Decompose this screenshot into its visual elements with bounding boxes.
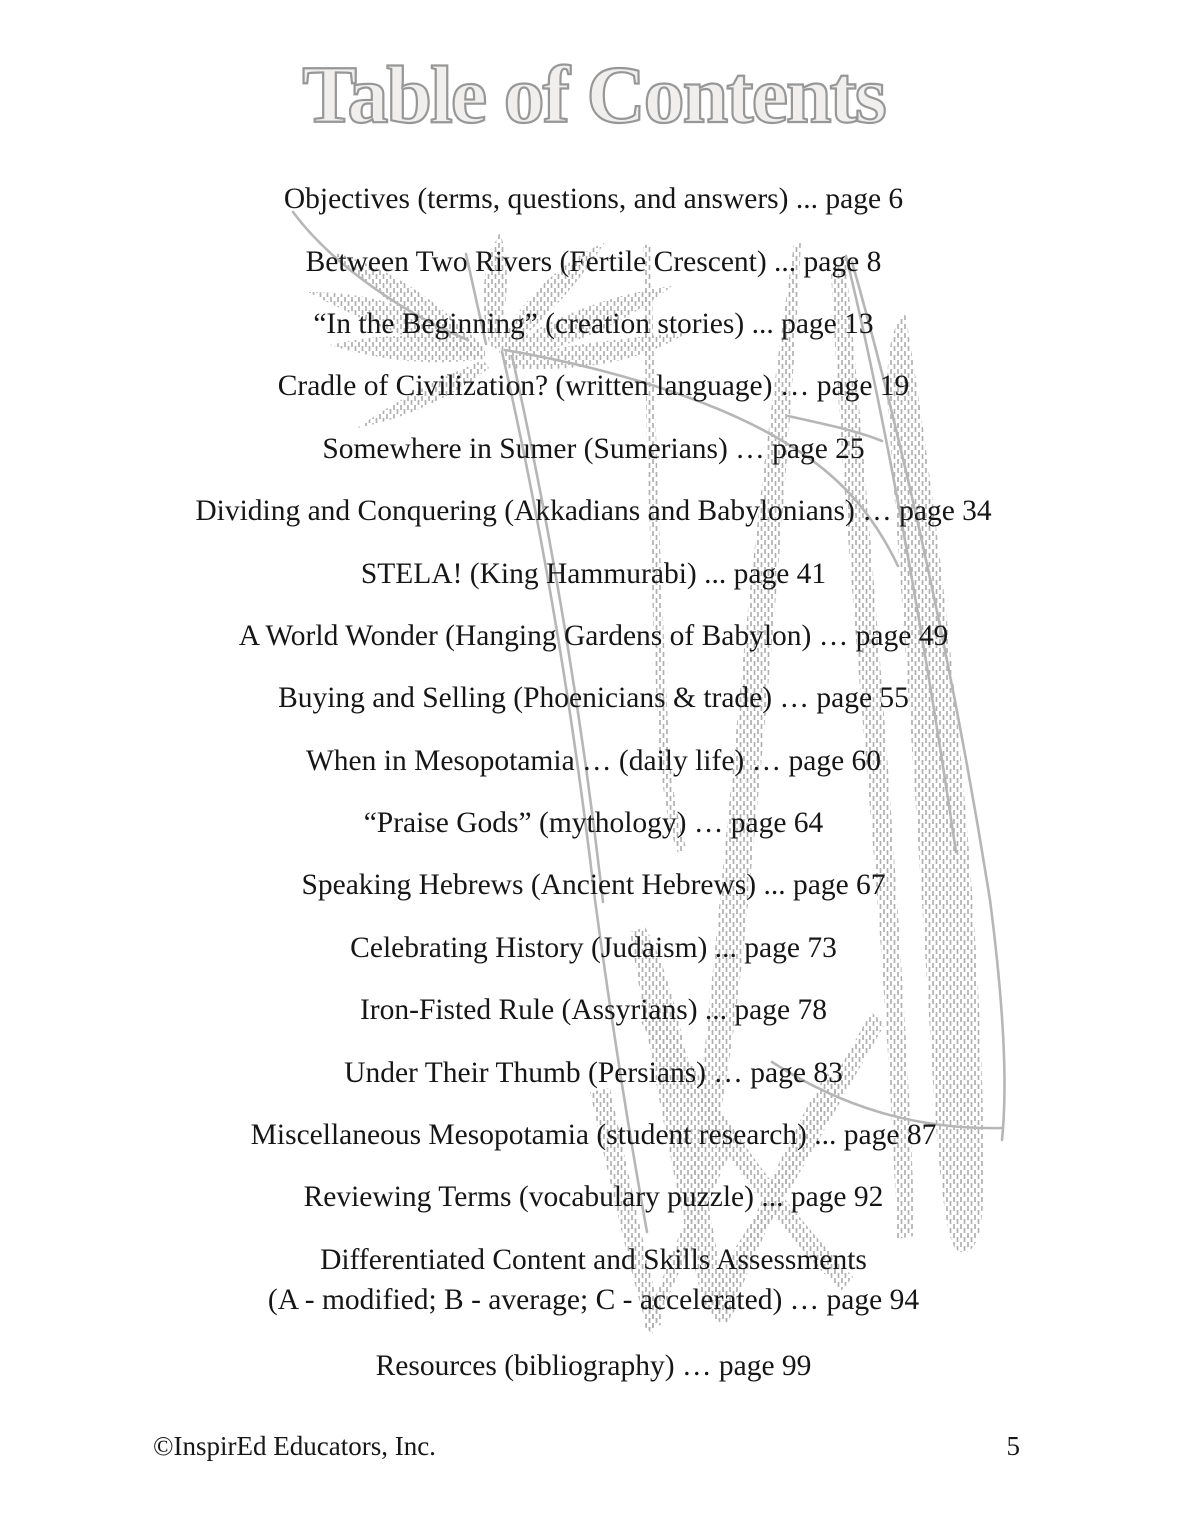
- toc-entry-text: STELA! (King Hammurabi) ... page 41: [360, 557, 827, 590]
- toc-entry-somewhere-in-sumer: [0, 418, 1187, 480]
- toc-entry-cradle-of-civilization: [0, 355, 1187, 417]
- toc-entry-praise-gods: [0, 792, 1187, 854]
- toc-entry-miscellaneous-mesopotamia: [0, 1104, 1187, 1166]
- toc-entry-under-their-thumb: [0, 1041, 1187, 1103]
- toc-entry-text: Under Their Thumb (Persians) … page 83: [344, 1056, 843, 1089]
- toc-entry-text: Miscellaneous Mesopotamia (student research) ... page 87: [250, 1119, 937, 1152]
- toc-entry-resources: [0, 1331, 1187, 1401]
- toc-entry-text: When in Mesopotamia … (daily life) … page 60: [305, 744, 882, 777]
- toc-entry-a-world-wonder: [0, 605, 1187, 667]
- toc-entry-text: Differentiated Content and Skills Assessments: [320, 1243, 867, 1276]
- toc-entry-between-two-rivers: [0, 230, 1187, 292]
- toc-entry-text: “In the Beginning” (creation stories) ... page 13: [313, 307, 874, 340]
- toc-entry-in-the-beginning: [0, 293, 1187, 355]
- toc-entry-reviewing-terms: [0, 1166, 1187, 1228]
- toc-entry-text-line2: (A - modified; B - average; C - accelerated) … page 94: [267, 1283, 920, 1316]
- toc-entry-text: Speaking Hebrews (Ancient Hebrews) ... page 67: [301, 869, 886, 902]
- toc-entry-buying-and-selling: [0, 667, 1187, 729]
- toc-entry-text: Between Two Rivers (Fertile Crescent) ... page 8: [305, 245, 882, 278]
- toc-entry-text: Iron-Fisted Rule (Assyrians) ... page 78: [359, 994, 827, 1027]
- toc-entry-text: Objectives (terms, questions, and answers) ... page 6: [283, 183, 904, 216]
- toc-entry-text: “Praise Gods” (mythology) … page 64: [363, 807, 824, 840]
- toc-entry-text: Dividing and Conquering (Akkadians and Babylonians) … page 34: [195, 495, 992, 528]
- copyright-text: ©InspirEd Educators, Inc.: [153, 1431, 436, 1461]
- toc-entry-text: A World Wonder (Hanging Gardens of Babylon) … page 49: [238, 619, 949, 652]
- table-of-contents: [0, 168, 1187, 1401]
- page-number: 5: [1006, 1431, 1020, 1461]
- toc-entry-text: Resources (bibliography) … page 99: [375, 1349, 812, 1382]
- toc-entry-text: Buying and Selling (Phoenicians & trade) … page 55: [278, 682, 909, 715]
- toc-entry-text: Celebrating History (Judaism) ... page 73: [350, 931, 837, 964]
- toc-entry-differentiated-assessments: [0, 1229, 1187, 1331]
- toc-entry-text: Cradle of Civilization? (written language) … page 19: [277, 370, 910, 403]
- toc-entry-text: Somewhere in Sumer (Sumerians) … page 25: [322, 432, 865, 465]
- toc-entry-speaking-hebrews: [0, 854, 1187, 916]
- toc-entry-text: Reviewing Terms (vocabulary puzzle) ... page 92: [303, 1181, 884, 1214]
- toc-entry-when-in-mesopotamia: [0, 730, 1187, 792]
- page-title: Table of Contents: [302, 49, 885, 140]
- toc-entry-objectives: [0, 168, 1187, 230]
- toc-entry-dividing-and-conquering: [0, 480, 1187, 542]
- toc-entry-stela: [0, 542, 1187, 604]
- toc-entry-celebrating-history: [0, 917, 1187, 979]
- toc-entry-iron-fisted-rule: [0, 979, 1187, 1041]
- page-footer: [153, 1431, 1020, 1462]
